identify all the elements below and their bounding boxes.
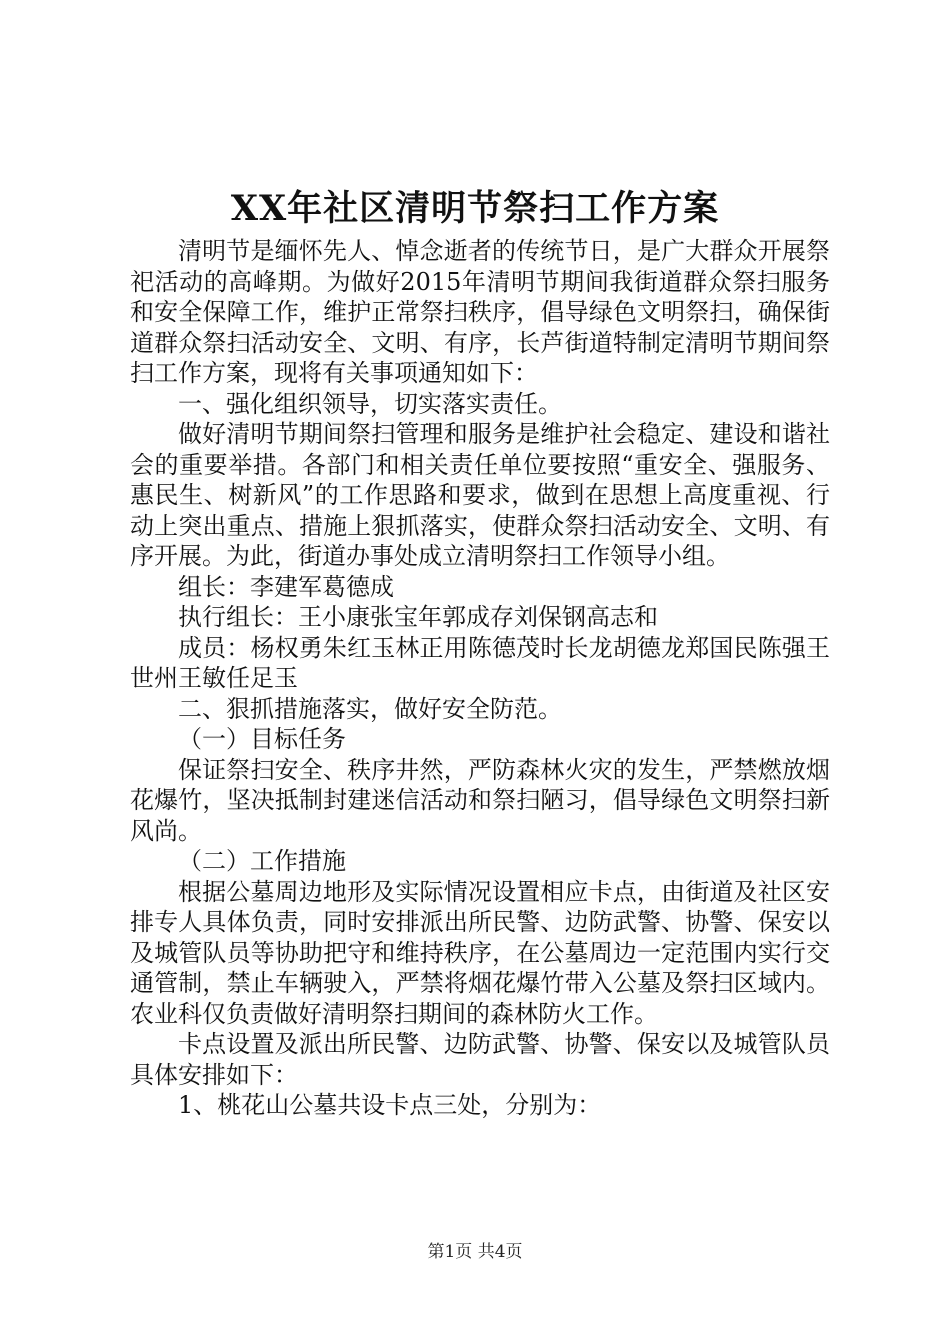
subsection-1-paragraph: 保证祭扫安全、秩序井然，严防森林火灾的发生，严禁燃放烟花爆竹，坚决抵制封建迷信活动和祭扫陋习，倡导绿色文明祭扫新风尚。 — [130, 755, 830, 845]
section-heading-1: 一、强化组织领导，切实落实责任。 — [178, 389, 562, 418]
page-footer: 第1页 共4页 — [427, 1242, 523, 1262]
group-leader-line: 组长：李建军葛德成 — [178, 572, 394, 601]
intro-paragraph: 清明节是缅怀先人、悼念逝者的传统节日，是广大群众开展祭祀活动的高峰期。为做好2015年清明节期间我街道群众祭扫服务和安全保障工作，维护正常祭扫秩序，倡导绿色文明祭扫，确保街道群众祭扫活动安全、文明、有序，长芦街道特制定清明节期间祭扫工作方案，现将有关事项通知如下： — [130, 237, 830, 387]
section-heading-2: 二、狠抓措施落实，做好安全防范。 — [178, 694, 562, 723]
section-1-paragraph: 做好清明节期间祭扫管理和服务是维护社会稳定、建设和谐社会的重要举措。各部门和相关责任单位要按照“重安全、强服务、惠民生、树新风”的工作思路和要求，做到在思想上高度重视、行动上突出重点、措施上狠抓落实，使群众祭扫活动安全、文明、有序开展。为此，街道办事处成立清明祭扫工作领导小组。 — [130, 420, 830, 570]
subsection-heading-1: （一）目标任务 — [178, 725, 346, 753]
document-title: XX年社区清明节祭扫工作方案 — [230, 188, 720, 229]
members-line: 成员：杨权勇朱红玉林正用陈德茂时长龙胡德龙郑国民陈强王世州王敏任足玉 — [130, 633, 830, 692]
subsection-heading-2: （二）工作措施 — [178, 847, 346, 875]
document-body — [130, 236, 830, 1121]
checkpoint-list-item-1: 1、桃花山公墓共设卡点三处，分别为： — [178, 1091, 602, 1119]
executive-leader-line: 执行组长：王小康张宝年郭成存刘保钢高志和 — [178, 603, 658, 631]
checkpoint-arrangement-paragraph: 卡点设置及派出所民警、边防武警、协警、保安以及城管队员具体安排如下： — [130, 1030, 830, 1089]
subsection-2-paragraph: 根据公墓周边地形及实际情况设置相应卡点，由街道及社区安排专人具体负责，同时安排派出所民警、边防武警、协警、保安以及城管队员等协助把守和维持秩序，在公墓周边一定范围内实行交通管制，禁止车辆驶入，严禁将烟花爆竹带入公墓及祭扫区域内。农业科仅负责做好清明祭扫期间的森林防火工作。 — [130, 877, 830, 1028]
